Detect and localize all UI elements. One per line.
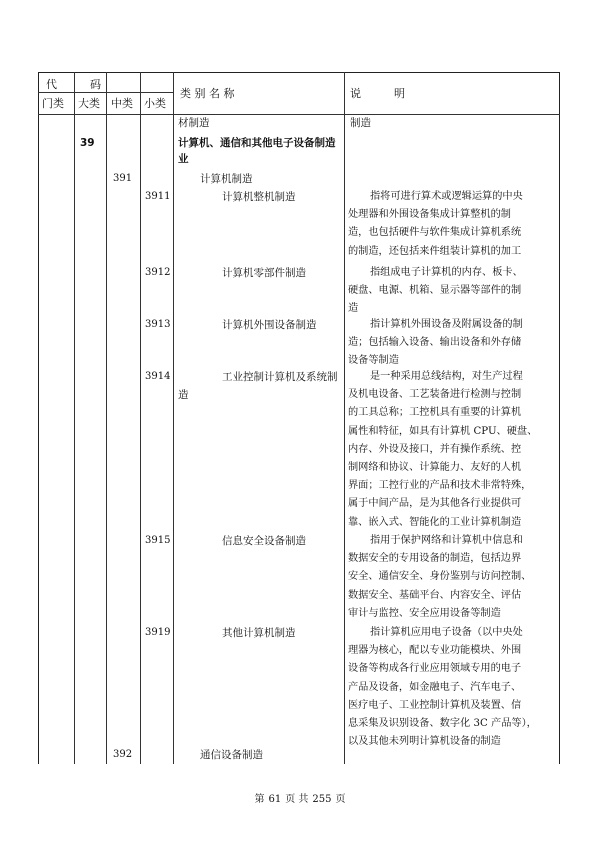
page-total: 255 [312, 794, 332, 805]
code-da: 39 [80, 137, 95, 149]
row-name: 计算机外围设备制造 [222, 319, 317, 331]
row-desc: 指将可进行算术或逻辑运算的中央 处理器和外围设备集成计算整机的制 造，也包括硬件与软件集成计算机系统 的制造，还包括来件组装计算机的加工 [348, 191, 523, 257]
code-xiao: 3911 [145, 191, 171, 202]
code-zhong: 392 [113, 749, 133, 760]
code-zhong: 391 [113, 173, 133, 184]
col-divider [140, 72, 141, 764]
row-name: 材制造 [178, 117, 210, 129]
col-divider [74, 72, 75, 764]
row-name: 计算机制造 [200, 173, 253, 185]
row-name: 其他计算机制造 [222, 627, 296, 639]
row-name: 计算机整机制造 [222, 191, 296, 203]
row-desc: 指计算机外围设备及附属设备的制 造；包括输入设备、输出设备和外存储 设备等制造 [348, 319, 523, 367]
row-name: 通信设备制造 [200, 749, 263, 761]
row-name: 业 [178, 153, 189, 165]
header-code-group: 代 码 [46, 78, 101, 91]
header-da: 大类 [78, 97, 100, 110]
row-name: 信息安全设备制造 [222, 535, 306, 547]
header-xiao: 小类 [144, 97, 166, 110]
row-divider [38, 114, 560, 115]
page-number: 61 [268, 794, 282, 805]
header-zhong: 中类 [111, 97, 133, 110]
row-desc: 指计算机应用电子设备（以中央处 理器为核心，配以专业功能模块、外围 设备等构成各行业应用领域专用的电子 产品及设备，如金融电子、汽车电子、 医疗电子、工业控制计算机及装置、信 息采集及识别设备、数字化 3C 产品等）， 以及其他未列明计算机设备的制造 [348, 627, 537, 748]
row-name: 造 [178, 389, 189, 401]
row-name: 计算机、通信和其他电子设备制造 [178, 137, 336, 149]
code-xiao: 3919 [145, 627, 171, 638]
code-xiao: 3912 [145, 267, 171, 278]
row-desc: 制造 [350, 117, 371, 129]
col-divider [344, 72, 345, 764]
row-desc: 是一种采用总线结构，对生产过程 及机电设备、工艺装备进行检测与控制 的工具总称；工控机具有重要的计算机 属性和特征，如具有计算机 CPU、硬盘、 内存、外设及接口，并有操作系统、控 制网络和协议、计算能力、友好的人机 界面；工控行业的产品和技术非常特殊， 属于中间产品，是为其他各行业提供可 靠、嵌入式、智能化的工业计算机制造 [348, 371, 538, 528]
row-name: 工业控制计算机及系统制 [222, 371, 338, 383]
code-xiao: 3914 [145, 371, 171, 382]
header-desc: 说 明 [350, 87, 405, 100]
code-xiao: 3913 [145, 319, 171, 330]
row-desc: 指用于保护网络和计算机中信息和 数据安全的专用设备的制造，包括边界 安全、通信安全、身份鉴别与访问控制、 数据安全、基础平台、内容安全、评估 审计与监控、安全应用设备等制造 [348, 535, 532, 619]
header-name: 类 别 名 称 [180, 87, 235, 100]
row-desc: 指组成电子计算机的内存、板卡、 硬盘、电源、机箱、显示器等部件的制 造 [348, 267, 523, 315]
header-men: 门类 [42, 97, 64, 110]
row-divider [38, 92, 173, 93]
col-divider [106, 72, 107, 764]
row-name: 计算机零部件制造 [222, 267, 306, 279]
page-footer: 第 61 页 共 255 页 [254, 794, 346, 805]
code-xiao: 3915 [145, 535, 171, 546]
col-divider [173, 72, 174, 764]
